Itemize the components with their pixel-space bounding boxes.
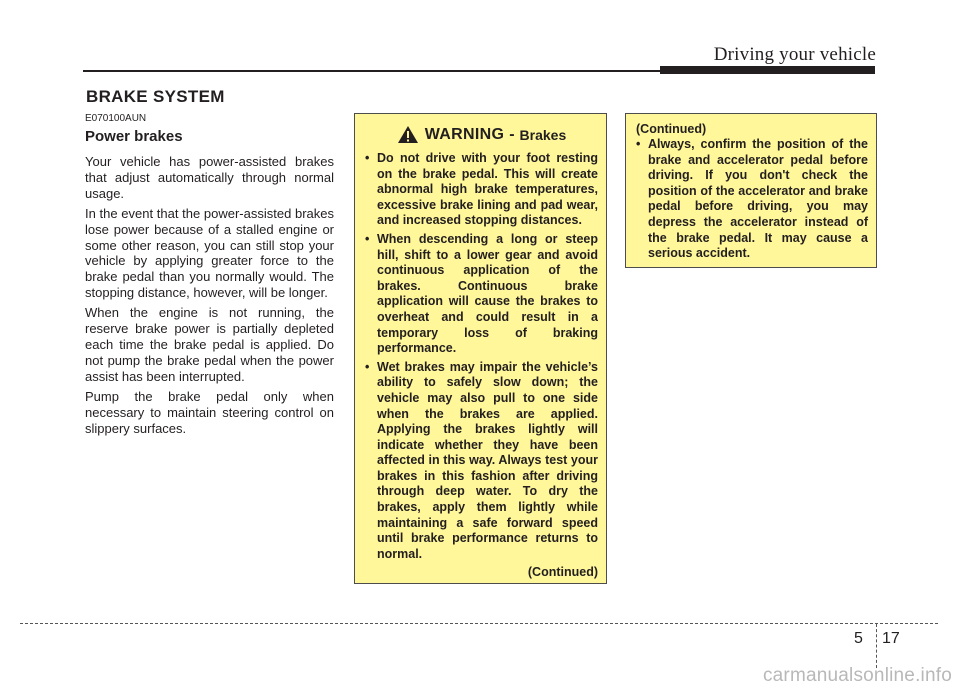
list-item [365, 232, 598, 357]
paragraph: Pump the brake pedal only when necessary to maintain steering control on slippery surfaces. [85, 388, 334, 436]
paragraph: When the engine is not running, the reserve brake power is partially depleted each time the brake pedal is applied. Do not pump the brake pedal when the power assist has been interrupted. [85, 305, 334, 384]
paragraph: Your vehicle has power-assisted brakes that adjust automatically through normal usage. [85, 154, 334, 201]
list-item-text: Wet brakes may impair the vehicle’s ability to safely slow down; the vehicle may also pull to one side when the brakes are applied. Applying the brakes lightly will indicate whether they have been affected in this way. Always test your brakes in this fashion after driving through deep water. To dry the brakes, apply them lightly while maintaining a safe forward speed until brake performance returns to normal. [377, 359, 598, 561]
header-rule-accent [660, 66, 875, 74]
footer-divider [20, 623, 938, 624]
continued-note: (Continued) [527, 565, 598, 580]
left-column [85, 113, 334, 440]
continued-list [636, 137, 868, 262]
warning-list [365, 151, 598, 562]
warning-label: WARNING [424, 125, 505, 143]
list-item-text: Always, confirm the position of the brake and accelerator pedal before driving. If you don't check the position of the accelerator and brake pedal before driving, you may depress the accelerator instead of the brake pedal. It may cause a serious accident. [648, 137, 868, 261]
list-item-text: When descending a long or steep hill, shift to a lower gear and avoid continuous application of the brakes. Continuous brake application will cause the brakes to overheat and could result in a temporary loss of braking performance. [377, 231, 598, 356]
page-number: 17 [882, 630, 900, 647]
continued-warning-box [625, 113, 877, 268]
running-header: Driving your vehicle [713, 44, 876, 65]
warning-topic: Brakes [519, 126, 567, 143]
warning-separator: - [509, 125, 515, 143]
list-item [365, 151, 598, 229]
bullet: • [636, 137, 641, 151]
list-item [636, 137, 868, 262]
bullet: • [365, 359, 370, 374]
chapter-number: 5 [854, 630, 863, 647]
warning-box [354, 113, 607, 584]
section-title: BRAKE SYSTEM [86, 87, 225, 106]
bullet: • [365, 151, 370, 165]
continued-label: (Continued) [636, 122, 707, 136]
watermark: carmanualsonline.info [762, 665, 952, 686]
page-number-divider [876, 624, 877, 668]
list-item-text: Do not drive with your foot resting on the brake pedal. This will create abnormal high brake temperatures, excessive brake lining and pad wear, and increased stopping distances. [377, 151, 598, 228]
warning-heading [365, 125, 598, 144]
paragraph: In the event that the power-assisted brakes lose power because of a stalled engine or some other reason, you can still stop your vehicle by applying greater force to the brake pedal than you normally would. The stopping distance, however, will be longer. [85, 205, 334, 301]
bullet: • [365, 231, 370, 246]
warning-triangle-icon [397, 125, 419, 144]
document-code: E070100AUN [85, 113, 147, 124]
subheading: Power brakes [85, 128, 183, 145]
list-item [365, 360, 598, 563]
